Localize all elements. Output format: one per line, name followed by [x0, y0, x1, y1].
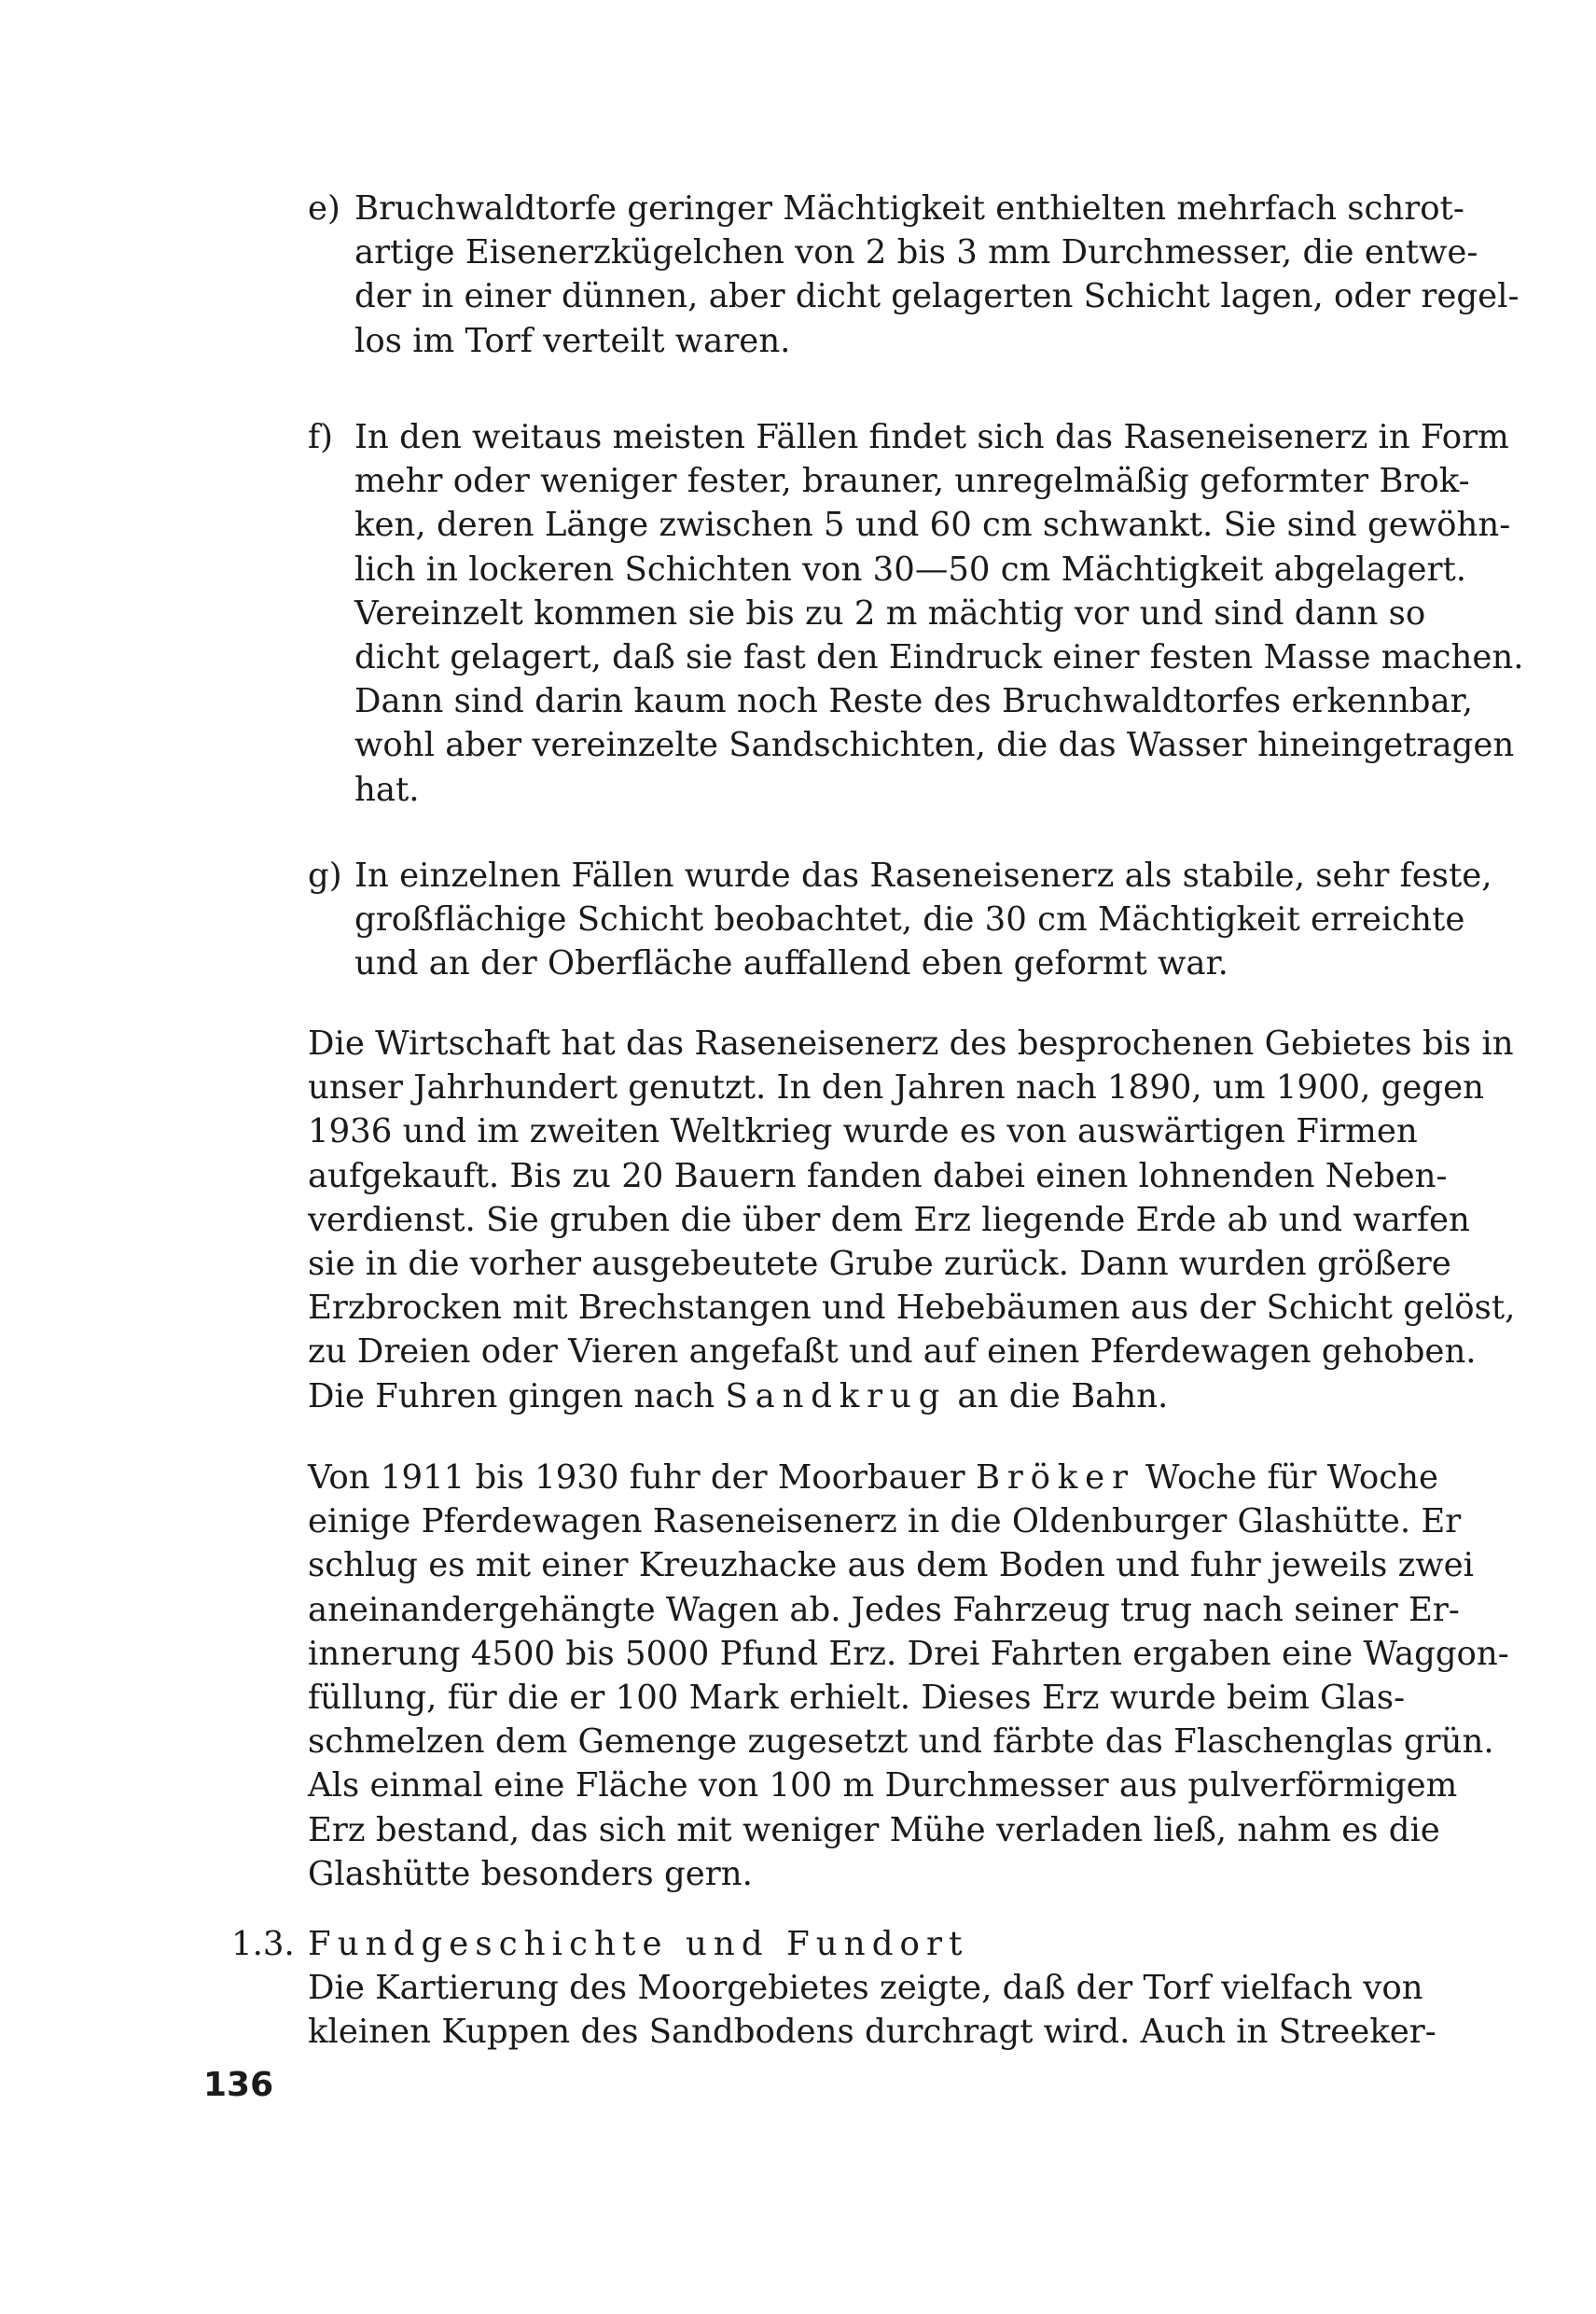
text-line: füllung, für die er 100 Mark erhielt. Dieses Erz wurde beim Glas- [308, 1678, 1406, 1717]
page-number: 136 [203, 2066, 274, 2104]
text-line: und an der Oberfläche auffallend eben geformt war. [354, 944, 1228, 983]
text-line: los im Torf verteilt waren. [354, 321, 791, 360]
text-line: aneinandergehängte Wagen ab. Jedes Fahrzeug trug nach seiner Er- [308, 1590, 1460, 1629]
text-line: einige Pferdewagen Raseneisenerz in die Oldenburger Glashütte. Er [308, 1502, 1462, 1541]
section-text [308, 1966, 1436, 2054]
text-line: lich in lockeren Schichten von 30—50 cm Mächtigkeit abgelagert. [354, 550, 1467, 589]
text-line [308, 1456, 1438, 1499]
text-line: Erzbrocken mit Brechstangen und Hebebäumen aus der Schicht gelöst, [308, 1289, 1516, 1328]
text-line: innerung 4500 bis 5000 Pfund Erz. Drei Fahrten ergaben eine Waggon- [308, 1634, 1509, 1673]
text-line: Dann sind darin kaum noch Reste des Bruchwaldtorfes erkennbar, [354, 682, 1473, 721]
text-line: zu Dreien oder Vieren angefaßt und auf einen Pferdewagen gehoben. [308, 1332, 1477, 1372]
text-line: Die Kartierung des Moorgebietes zeigte, daß der Torf vielfach von [308, 1969, 1423, 2008]
list-item-text [354, 187, 1520, 363]
spaced-place-name: Sandkrug [725, 1376, 948, 1415]
text-line: wohl aber vereinzelte Sandschichten, die das Wasser hineingetragen [354, 726, 1515, 765]
list-item-label: g) [308, 857, 342, 895]
text-line: Als einmal eine Fläche von 100 m Durchmesser aus pulverförmigem [308, 1766, 1458, 1805]
list-item-text [354, 415, 1524, 812]
list-item-label: f) [308, 418, 333, 456]
text-run: Die Fuhren gingen nach [308, 1376, 726, 1415]
text-line: Die Wirtschaft hat das Raseneisenerz des besprochenen Gebietes bis in [308, 1025, 1514, 1063]
text-line [308, 1374, 1390, 1418]
text-line: schmelzen dem Gemenge zugesetzt und färbte das Flaschenglas grün. [308, 1722, 1494, 1762]
text-line: Bruchwaldtorfe geringer Mächtigkeit enthielten mehrfach schrot- [354, 189, 1464, 228]
text-line: In den weitaus meisten Fällen findet sich das Raseneisenerz in Form [354, 418, 1509, 456]
text-line: kleinen Kuppen des Sandbodens durchragt wird. Auch in Streeker- [308, 2013, 1436, 2052]
spaced-person-name: Bröker [975, 1458, 1135, 1497]
text-line: 1936 und im zweiten Weltkrieg wurde es von auswärtigen Firmen [308, 1112, 1418, 1151]
text-line: hat. [354, 770, 420, 809]
paragraph-broker [308, 1456, 1509, 1896]
text-line: sie in die vorher ausgebeutete Grube zurück. Dann wurden größere [308, 1244, 1451, 1283]
text-line: aufgekauft. Bis zu 20 Bauern fanden dabei einen lohnenden Neben- [308, 1156, 1448, 1195]
text-line: verdienst. Sie gruben die über dem Erz liegende Erde ab und warfen [308, 1200, 1470, 1239]
text-line: großflächige Schicht beobachtet, die 30 cm Mächtigkeit erreichte [354, 900, 1465, 940]
text-line: mehr oder weniger fester, brauner, unregelmäßig geformter Brok- [354, 462, 1470, 501]
text-line: artige Eisenerzkügelchen von 2 bis 3 mm Durchmesser, die entwe- [354, 233, 1478, 272]
text-line: Glashütte besonders gern. [308, 1854, 753, 1893]
section-heading: Fundgeschichte und Fundort [308, 1925, 969, 1963]
text-line: dicht gelagert, daß sie fast den Eindruck einer festen Masse machen. [354, 637, 1524, 676]
text-line: ken, deren Länge zwischen 5 und 60 cm schwankt. Sie sind gewöhn- [354, 506, 1511, 545]
text-run: Von 1911 bis 1930 fuhr der Moorbauer [308, 1458, 976, 1497]
text-line: unser Jahrhundert genutzt. In den Jahren nach 1890, um 1900, gegen [308, 1068, 1485, 1108]
section-number: 1.3. [231, 1925, 295, 1963]
text-run: an die Bahn. [947, 1376, 1169, 1415]
text-line: der in einer dünnen, aber dicht gelagerten Schicht lagen, oder regel- [354, 277, 1520, 316]
list-item-text [354, 854, 1492, 986]
text-line: In einzelnen Fällen wurde das Raseneisenerz als stabile, sehr feste, [354, 857, 1492, 895]
paragraph-economy [308, 1022, 1516, 1418]
text-run: Woche für Woche [1134, 1458, 1438, 1497]
text-line: Vereinzelt kommen sie bis zu 2 m mächtig vor und sind dann so [354, 593, 1426, 633]
text-line: Erz bestand, das sich mit weniger Mühe verladen ließ, nahm es die [308, 1810, 1440, 1849]
text-line: schlug es mit einer Kreuzhacke aus dem Boden und fuhr jeweils zwei [308, 1546, 1475, 1585]
list-item-label: e) [308, 189, 340, 228]
